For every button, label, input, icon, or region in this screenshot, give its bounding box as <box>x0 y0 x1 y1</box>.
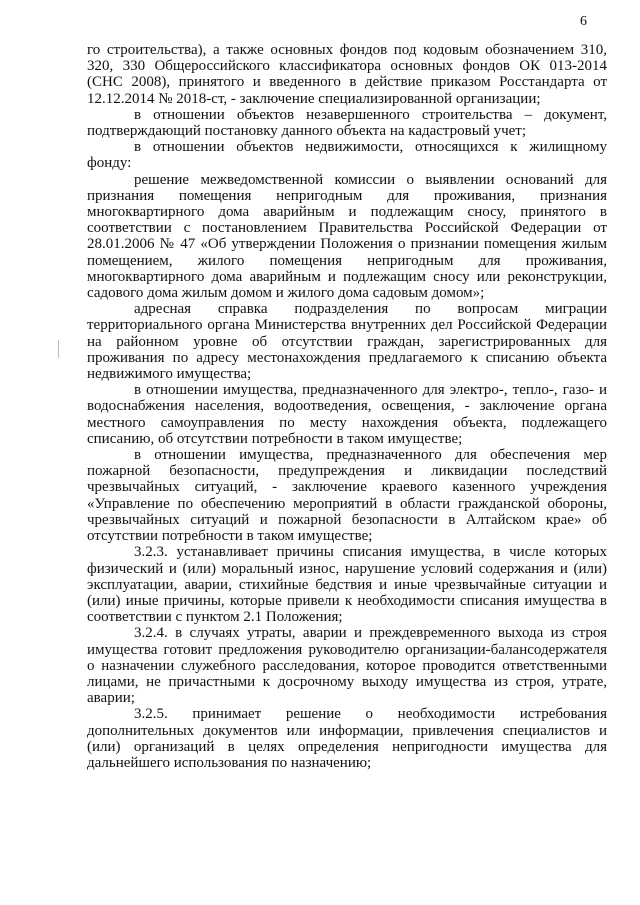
paragraph-utilities: в отношении имущества, предназначенного для электро-, тепло-, газо- и водоснабжения населения, водоотведения, освещения, - заключение органа местного самоуправления по месту нахождения объекта, подлежащего списанию, об отсутствии потребности в таком имуществе; <box>87 382 607 447</box>
paragraph-address-certificate: адресная справка подразделения по вопросам миграции территориального органа Министерства внутренних дел Российской Федерации на районном уровне об отсутствии граждан, зарегистрированных для проживания по адресу местонахождения предлагаемого к списанию объекта недвижимого имущества; <box>87 301 607 383</box>
page-number: 6 <box>580 14 587 29</box>
paragraph-continuation: го строительства), а также основных фондов под кодовым обозначением 310, 320, 330 Общероссийского классификатора основных фондов ОК 013-2014 (СНС 2008), принятого и введенного в действие приказом Росстандарта от 12.12.2014 № 2018-ст, - заключение специализированной организации; <box>87 42 607 107</box>
paragraph-unfinished-construction: в отношении объектов незавершенного строительства – документ, подтверждающий постановку данного объекта на кадастровый учет; <box>87 106 607 140</box>
paragraph-commission-decision: решение межведомственной комиссии о выявлении оснований для признания помещения непригодным для проживания, признания многоквартирного дома аварийным и подлежащим сносу, принятого в соответствии с постановлением Правительства Российской Федерации от 28.01.2006 № 47 «Об утверждении Положения о признании помещения жилым помещением, жилого помещения непригодным для проживания, многоквартирного дома аварийным и подлежащим сносу или реконструкции, садового дома жилым домом и жилого дома садовым домом»; <box>87 171 607 302</box>
paragraph-3-2-4: 3.2.4. в случаях утраты, аварии и преждевременного выхода из строя имущества готовит предложения руководителю организации-балансодержателя о назначении служебного расследования, которое проводится ответственными лицами, не причастными к досрочному выходу имущества из строя, утрате, аварии; <box>87 625 607 707</box>
margin-mark <box>58 340 59 358</box>
paragraph-3-2-5: 3.2.5. принимает решение о необходимости истребования дополнительных документов или информации, привлечения специалистов и (или) организаций в целях определения непригодности имущества для дальнейшего использования по назначению; <box>87 706 607 771</box>
paragraph-housing-stock: в отношении объектов недвижимости, относящихся к жилищному фонду: <box>87 139 607 172</box>
paragraph-3-2-3: 3.2.3. устанавливает причины списания имущества, в числе которых физический и (или) моральный износ, нарушение условий содержания и (или) эксплуатации, аварии, стихийные бедствия и иные чрезвычайные ситуации и (или) иные причины, которые привели к необходимости списания имущества в соответствии с пунктом 2.1 Положения; <box>87 544 607 626</box>
paragraph-fire-safety: в отношении имущества, предназначенного для обеспечения мер пожарной безопасности, предупреждения и ликвидации последствий чрезвычайных ситуаций, - заключение краевого казенного учреждения «Управление по обеспечению мероприятий в области гражданской обороны, чрезвычайных ситуаций и пожарной безопасности в Алтайском крае» об отсутствии потребности в таком имуществе; <box>87 447 607 545</box>
body-text <box>87 42 607 771</box>
